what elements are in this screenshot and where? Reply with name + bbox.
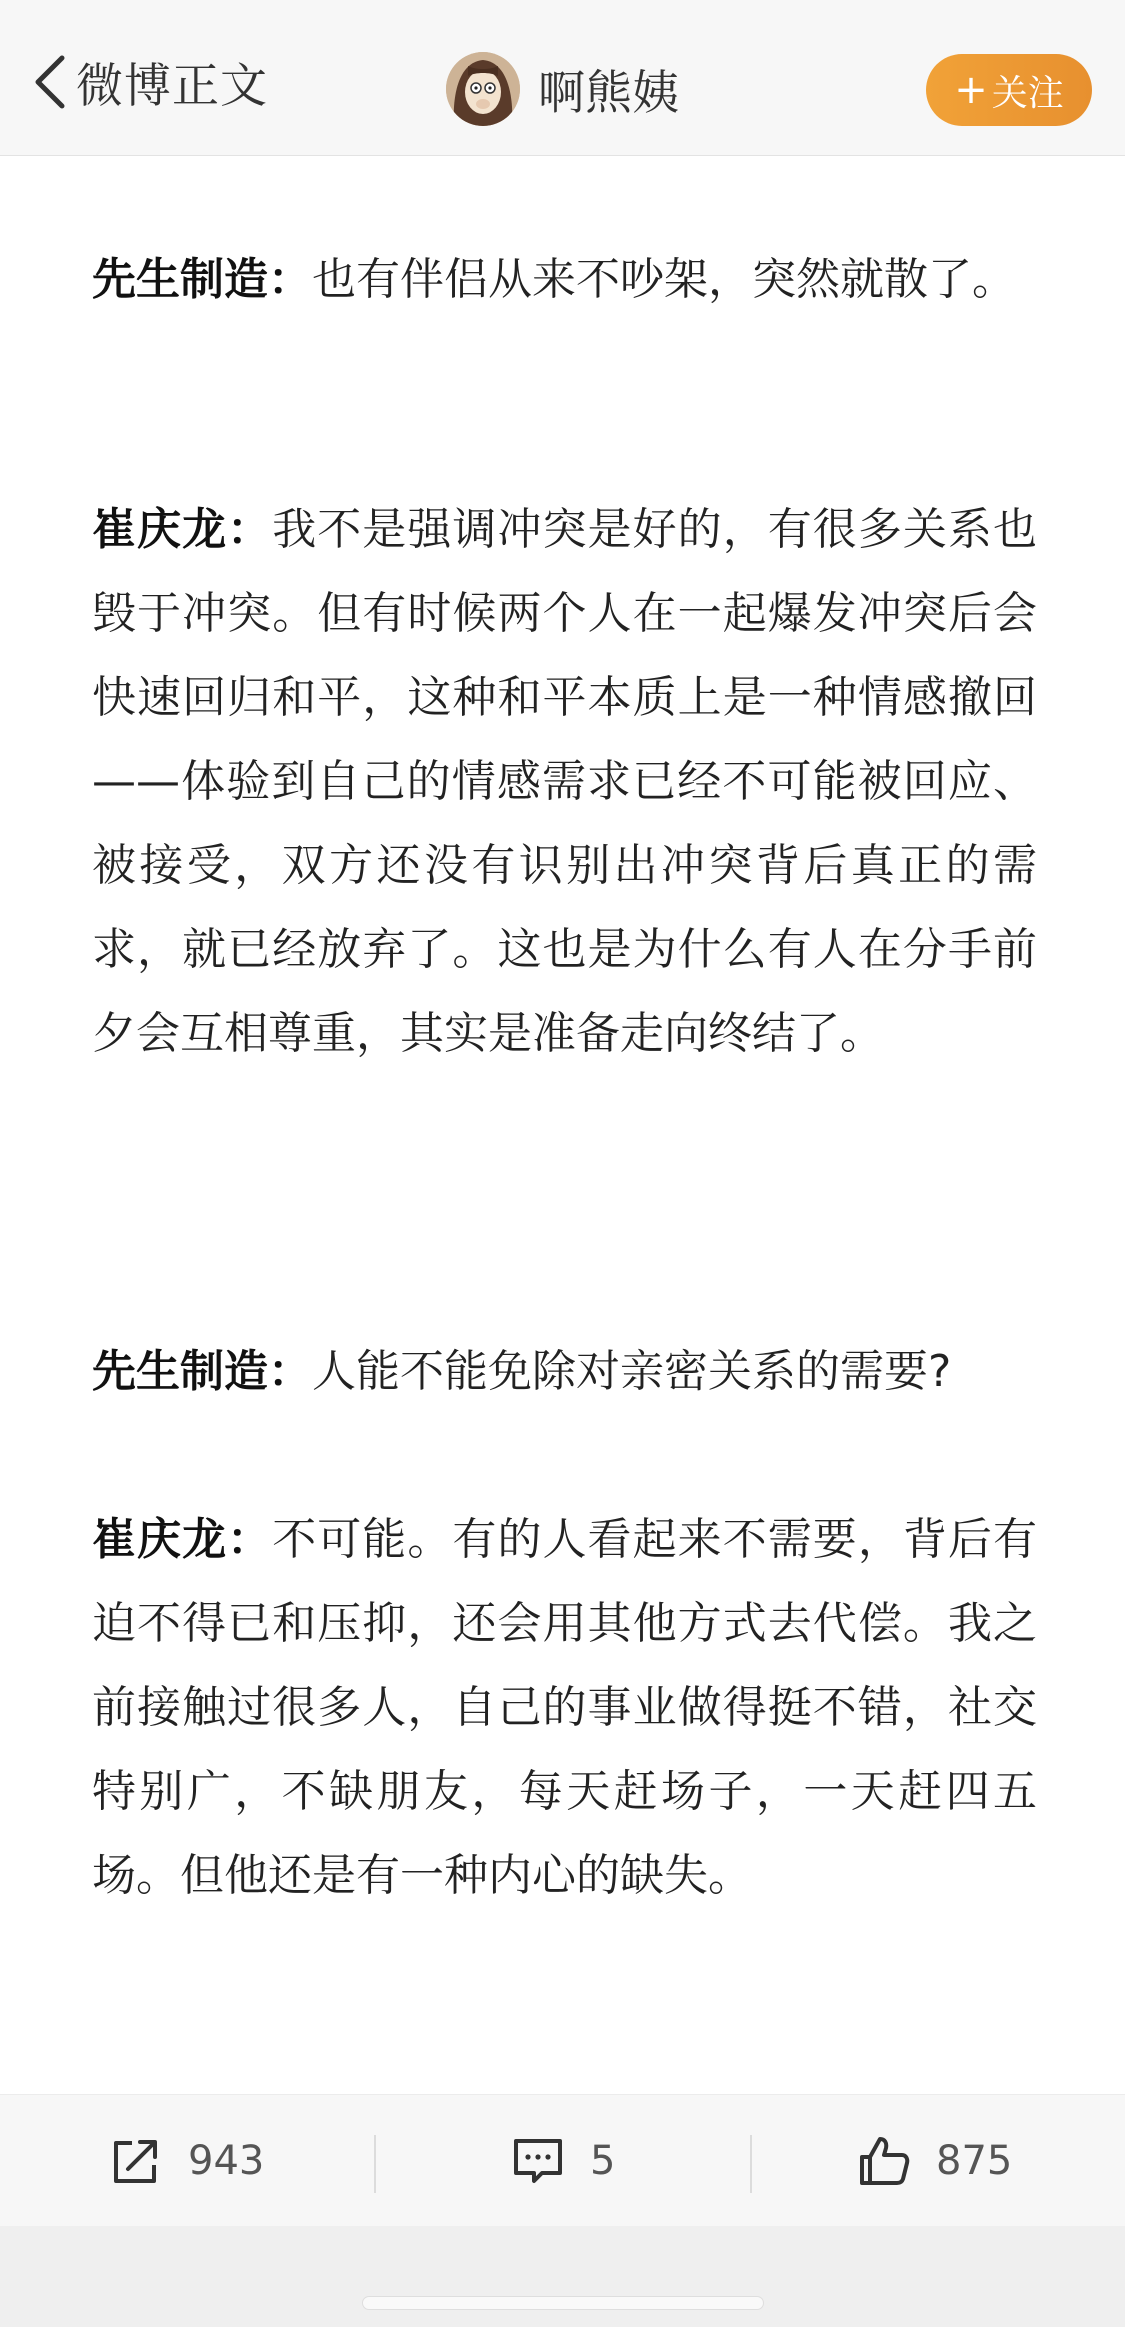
- safe-area: [0, 2226, 1125, 2327]
- like-count: 875: [936, 2138, 1013, 2184]
- repost-button[interactable]: [110, 2095, 264, 2227]
- back-button[interactable]: [30, 52, 268, 112]
- top-nav-bar: [0, 0, 1125, 156]
- author-info[interactable]: [446, 52, 679, 126]
- comment-icon: [512, 2135, 564, 2187]
- divider: [750, 2135, 752, 2193]
- comment-count: 5: [590, 2138, 616, 2184]
- paragraph-text: 也有伴侣从来不吵架，突然就散了。: [312, 254, 1016, 305]
- author-name[interactable]: 啊熊姨: [538, 65, 679, 121]
- paragraph: [92, 488, 1037, 1076]
- paragraph: [92, 238, 1037, 322]
- comment-button[interactable]: [512, 2095, 615, 2227]
- avatar-image: [446, 52, 520, 126]
- divider: [374, 2135, 376, 2193]
- paragraph-text: 我不是强调冲突是好的，有很多关系也毁于冲突。但有时候两个人在一起爆发冲突后会快速回归和平，这种和平本质上是一种情感撤回——体验到自己的情感需求已经不可能被回应、被接受，双方还没有识别出冲突背后真正的需求，就已经放弃了。这也是为什么有人在分手前夕会互相尊重，其实是准备走向终结了。: [92, 504, 1038, 1059]
- paragraph-text: 人能不能免除对亲密关系的需要?: [312, 1346, 952, 1397]
- paragraph: [92, 1330, 1037, 1414]
- share-icon: [110, 2135, 162, 2187]
- paragraph: [92, 1498, 1037, 1918]
- plus-icon: +: [954, 67, 988, 113]
- repost-count: 943: [188, 2138, 265, 2184]
- speaker-name: 崔庆龙：: [92, 1514, 273, 1565]
- back-label: 微博正文: [76, 58, 268, 114]
- follow-button[interactable]: [926, 54, 1092, 126]
- chevron-left-icon: [30, 52, 70, 112]
- speaker-name: 崔庆龙：: [92, 504, 273, 555]
- home-indicator[interactable]: [362, 2296, 764, 2310]
- action-bar: [0, 2094, 1125, 2226]
- avatar[interactable]: [446, 52, 520, 126]
- follow-label: 关注: [991, 72, 1064, 114]
- thumbs-up-icon: [858, 2135, 910, 2187]
- speaker-name: 先生制造：: [92, 1346, 312, 1397]
- speaker-name: 先生制造：: [92, 254, 312, 305]
- like-button[interactable]: [858, 2095, 1012, 2227]
- paragraph-text: 不可能。有的人看起来不需要，背后有迫不得已和压抑，还会用其他方式去代偿。我之前接触过很多人，自己的事业做得挺不错，社交特别广，不缺朋友，每天赶场子，一天赶四五场。但他还是有一种内心的缺失。: [92, 1514, 1038, 1901]
